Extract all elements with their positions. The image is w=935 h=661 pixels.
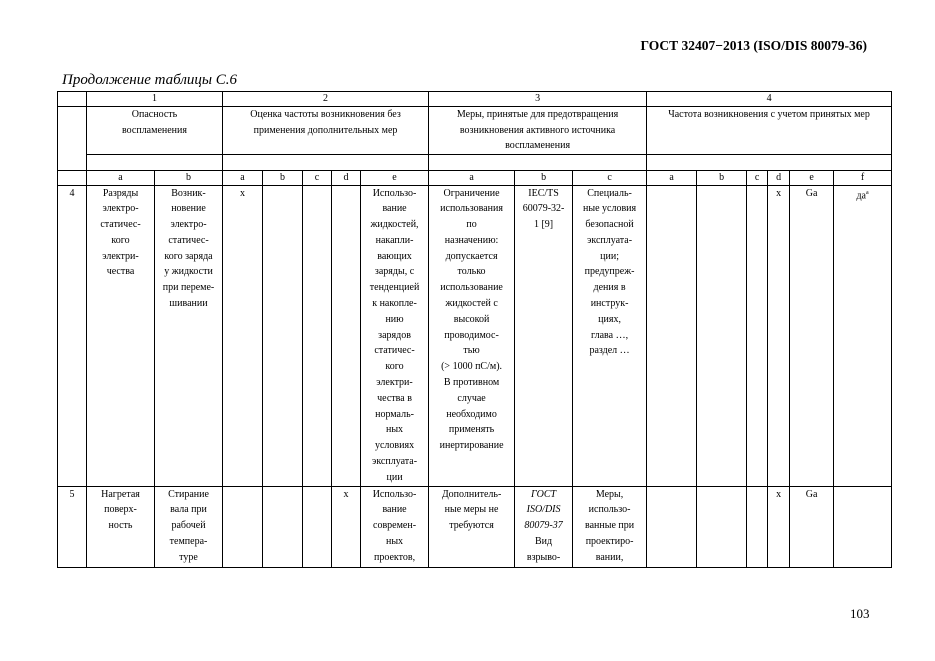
cell-hazard-b: Стирание вала при рабочей темпера- туре [155,486,223,567]
cell-freq-c [303,486,332,567]
cell-after-e: Ga [790,185,834,486]
sub-header-row [58,170,892,185]
data-table [57,91,892,568]
group-title-row [58,107,892,155]
group-title-after-measures: Частота возникновения с учетом принятых мер [647,107,892,155]
blank-header-cell [223,154,429,170]
after-f-value: да [856,189,866,201]
blank-header-cell [647,154,892,170]
group-number-4: 4 [647,92,892,107]
cell-freq-d [332,185,361,486]
cell-hazard-b: Возник- новение электро- статичес- кого заряда у жидкости при переме- шивании [155,185,223,486]
corner-cell [58,92,87,107]
standard-reference: ГОСТ ISO/DIS 80079-37 [524,488,563,532]
cell-measures-c: Специаль- ные условия безопасной эксплуата- ции; предупреж- дения в инструк- циях, глава …, раздел … [573,185,647,486]
cell-freq-e: Использо- вание жидкостей, накапли- вающих заряды, с тенденцией к накопле- нию зарядов статичес- кого электри- чества в нормаль- ных условиях эксплуата- ции [361,185,429,486]
sub-header-cell: c [303,170,332,185]
group-title-hazard: Опасность воспламенения [87,107,223,155]
sub-header-cell: b [155,170,223,185]
group-number-1: 1 [87,92,223,107]
cell-after-e: Ga [790,486,834,567]
sub-header-cell: e [361,170,429,185]
table-row [58,486,892,567]
cell-measures-c: Меры, использо- ванные при проектиро- вании, [573,486,647,567]
cell-freq-e: Использо- вание современ- ных проектов, [361,486,429,567]
sub-header-cell: a [87,170,155,185]
sub-header-cell: e [790,170,834,185]
group-number-3: 3 [429,92,647,107]
group-number-2: 2 [223,92,429,107]
sub-header-cell: b [697,170,747,185]
sub-header-cell: c [573,170,647,185]
sub-header-cell: a [223,170,263,185]
cell-freq-d: x [332,486,361,567]
page-number: 103 [850,606,870,621]
sub-header-cell: a [429,170,515,185]
document-header: ГОСТ 32407−2013 (ISO/DIS 80079-36) [640,38,867,53]
cell-after-b [697,486,747,567]
group-number-row [58,92,892,107]
sub-header-cell: b [263,170,303,185]
cell-after-d: x [768,486,790,567]
sub-header-cell: b [515,170,573,185]
cell-after-f [834,486,892,567]
cell-after-d: x [768,185,790,486]
cell-freq-b [263,486,303,567]
cell-measures-a: Дополнитель- ные меры не требуются [429,486,515,567]
cell-measures-b: IEC/TS 60079-32- 1 [9] [515,185,573,486]
sub-header-blank [58,170,87,185]
table-row [58,185,892,486]
row-number: 4 [58,185,87,486]
cell-after-c [747,486,768,567]
group-title-frequency: Оценка частоты возникновения без применения дополнительных мер [223,107,429,155]
protection-type-text: Вид взрыво- [526,536,561,563]
cell-hazard-a: Нагретая поверх- ность [87,486,155,567]
row-number-header [58,107,87,171]
cell-measures-a: Ограничение использования по назначению: допускается только использование жидкостей с высокой проводимос- тью (> 1000 пС/м). В противном случае необходимо применять инертирование [429,185,515,486]
blank-header-cell [429,154,647,170]
sub-header-cell: f [834,170,892,185]
cell-after-c [747,185,768,486]
table-caption: Продолжение таблицы С.6 [62,72,238,88]
cell-after-a [647,185,697,486]
sub-header-cell: c [747,170,768,185]
sub-header-cell: d [332,170,361,185]
cell-after-f [834,185,892,486]
cell-freq-a: x [223,185,263,486]
cell-after-b [697,185,747,486]
sub-header-cell: d [768,170,790,185]
blank-header-cell [87,154,223,170]
footnote-mark: a [865,189,869,196]
cell-after-a [647,486,697,567]
cell-hazard-a: Разряды электро- статичес- кого электри- чества [87,185,155,486]
cell-freq-b [263,185,303,486]
row-number: 5 [58,486,87,567]
group-title-measures: Меры, принятые для предотвращения возникновения активного источника воспламенения [429,107,647,155]
sub-header-cell: a [647,170,697,185]
cell-measures-b [515,486,573,567]
cell-freq-a [223,486,263,567]
blank-header-row [58,154,892,170]
cell-freq-c [303,185,332,486]
